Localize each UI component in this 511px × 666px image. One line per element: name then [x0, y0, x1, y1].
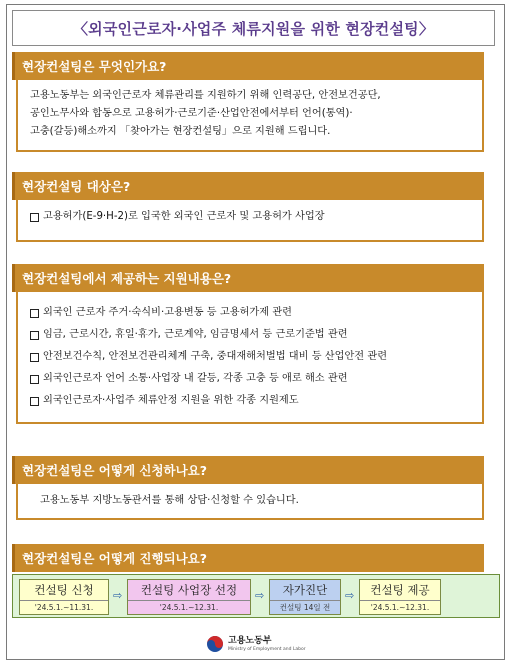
logo-korean-text: 고용노동부: [228, 635, 272, 646]
page-title-text: 〈외국인근로자·사업주 체류지원을 위한 현장컨설팅〉: [72, 19, 435, 38]
paragraph-line: 고충(갈등)해소까지 「찾아가는 현장컨설팅」으로 지원해 드립니다.: [30, 126, 331, 137]
flow-step-label: 자가진단: [282, 583, 328, 597]
flow-step-label: 컨설팅 사업장 선정: [140, 583, 238, 597]
section-heading-what: 현장컨설팅은 무엇인가요?: [12, 52, 484, 80]
arrow-right-icon: ⇨: [345, 589, 355, 602]
arrow-right-icon: ⇨: [113, 589, 123, 602]
section-heading-target: 현장컨설팅 대상은?: [12, 172, 484, 200]
paragraph-line: 고용노동부 지방노동관서를 통해 상담·신청할 수 있습니다.: [40, 495, 299, 506]
section-body-what: [16, 80, 484, 152]
flow-step-period: '24.5.1.~12.31.: [128, 600, 250, 614]
flow-step-label: 컨설팅 신청: [34, 583, 94, 597]
page-title: [12, 10, 495, 46]
list-item: 외국인근로자·사업주 체류안정 지원을 위한 각종 지원제도: [30, 390, 482, 412]
checkbox-square-icon: [30, 397, 39, 406]
checkbox-square-icon: [30, 309, 39, 318]
list-item: 임금, 근로시간, 휴일·휴가, 근로계약, 임금명세서 등 근로기준법 관련: [30, 324, 482, 346]
section-heading-process: 현장컨설팅은 어떻게 진행되나요?: [12, 544, 484, 572]
list-item: 외국인근로자 언어 소통·사업장 내 갈등, 각종 고충 등 애로 해소 관련: [30, 368, 482, 390]
paragraph-line: 고용노동부는 외국인근로자 체류관리를 지원하기 위해 인력공단, 안전보건공단,: [30, 90, 381, 101]
checkbox-square-icon: [30, 353, 39, 362]
section-body-apply: [16, 484, 484, 520]
section-heading-support: 현장컨설팅에서 제공하는 지원내용은?: [12, 264, 484, 292]
list-item: 외국인 근로자 주거·숙식비·고용변동 등 고용허가제 관련: [30, 302, 482, 324]
checkbox-square-icon: [30, 375, 39, 384]
flow-step-select: [127, 579, 251, 615]
checkbox-square-icon: [30, 213, 39, 222]
ministry-logo: [206, 631, 306, 657]
paragraph-line: 공인노무사와 합동으로 고용허가·근로기준·산업안전에서부터 언어(통역)·: [30, 108, 353, 119]
section-body-support: [16, 292, 484, 424]
flow-step-selfcheck: [269, 579, 341, 615]
list-item: 고용허가(E-9·H-2)로 입국한 외국인 근로자 및 고용허가 사업장: [30, 208, 482, 226]
checkbox-square-icon: [30, 331, 39, 340]
taegeuk-emblem-icon: [206, 635, 224, 653]
flow-step-provide: [359, 579, 441, 615]
flow-step-period: 컨설팅 14일 전: [270, 600, 340, 614]
arrow-right-icon: ⇨: [255, 589, 265, 602]
section-body-target: [16, 200, 484, 242]
section-heading-apply: 현장컨설팅은 어떻게 신청하나요?: [12, 456, 484, 484]
flow-step-apply: [19, 579, 109, 615]
logo-english-text: Ministry of Employment and Labor: [228, 646, 306, 652]
flow-step-label: 컨설팅 제공: [370, 583, 430, 597]
process-flow: [12, 574, 500, 618]
flow-step-period: '24.5.1.~11.31.: [20, 600, 108, 614]
list-item: 안전보건수칙, 안전보건관리체계 구축, 중대재해처벌법 대비 등 산업안전 관련: [30, 346, 482, 368]
flow-step-period: '24.5.1.~12.31.: [360, 600, 440, 614]
